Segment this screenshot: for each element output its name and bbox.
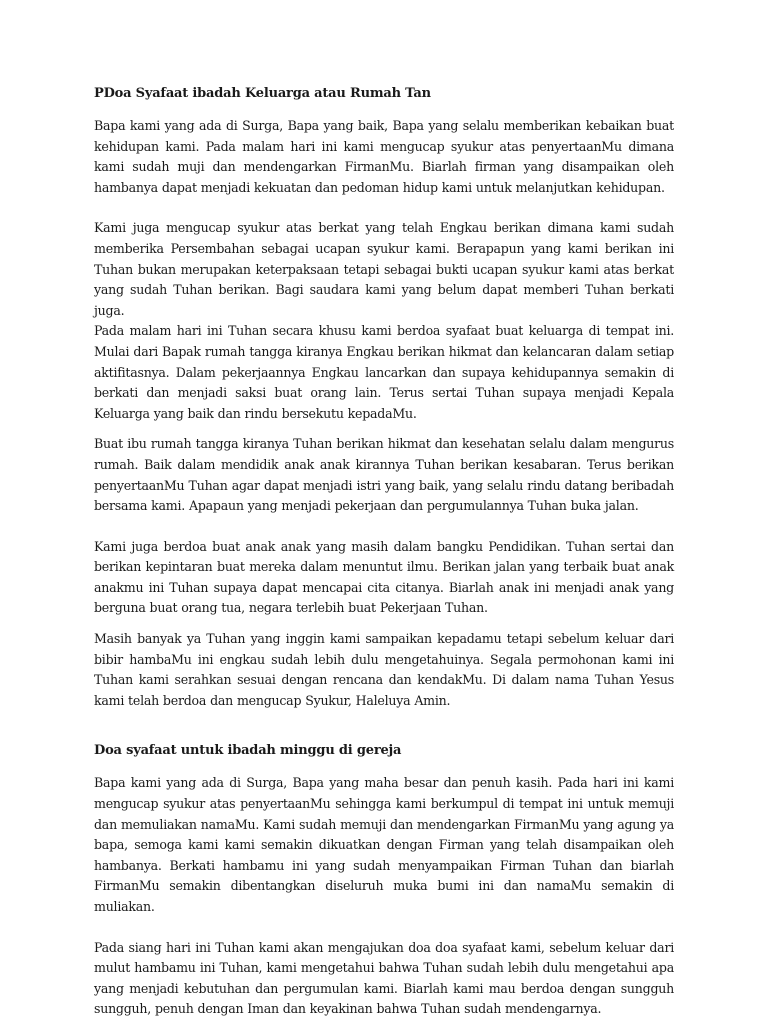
paragraph-offering-thanks: Kami juga mengucap syukur atas berkat yang telah Engkau berikan dimana kami sudah memberika Persembahan sebagai ucapan syukur kami. Berapapun yang kami berikan ini Tuhan bukan merupakan keterpaksaan tetapi sebagai bukti ucapan syukur kami atas berkat yang sudah Tuhan berikan. Bagi saudara kami yang belum dapat memberi Tuhan berkati juga. [94, 220, 674, 318]
paragraph-mother-prayer: Buat ibu rumah tangga kiranya Tuhan berikan hikmat dan kesehatan selalu dalam mengurus rumah. Baik dalam mendidik anak anak kirannya Tuhan berikan kesabaran. Terus berikan penyertaanMu Tuhan agar dapat menjadi istri yang baik, yang selalu rindu datang beribadah bersama kami. Apapaun yang menjadi pekerjaan dan pergumulannya Tuhan buka jalan. [94, 436, 674, 514]
paragraph-church-opening: Bapa kami yang ada di Surga, Bapa yang maha besar dan penuh kasih. Pada hari ini kami mengucap syukur atas penyertaanMu sehingga kami berkumpul di tempat ini untuk memuji dan memuliakan namaMu. Kami sudah memuji dan mendengarkan FirmanMu yang agung ya bapa, semoga kami kami semakin dikuatkan dengan Firman yang telah disampaikan oleh hambanya. Berkati hambamu ini yang sudah menyampaikan Firman Tuhan dan biarlah FirmanMu semakin dibentangkan diseluruh muka bumi ini dan namaMu semakin di muliakan. [94, 775, 674, 914]
section-title-gereja: Doa syafaat untuk ibadah minggu di gereja [94, 743, 402, 759]
paragraph-closing-prayer: Masih banyak ya Tuhan yang inggin kami sampaikan kepadamu tetapi sebelum keluar dari bibir hambaMu ini engkau sudah lebih dulu mengetahuinya. Segala permohonan kami ini Tuhan kami serahkan sesuai dengan rencana dan kendakMu. Di dalam nama Tuhan Yesus kami telah berdoa dan mengucap Syukur, Haleluya Amin. [94, 631, 674, 708]
paragraph-children-prayer: Kami juga berdoa buat anak anak yang masih dalam bangku Pendidikan. Tuhan sertai dan berikan kepintaran buat mereka dalam menuntut ilmu. Berikan jalan yang terbaik buat anak anakmu ini Tuhan supaya dapat mencapai cita citanya. Biarlah anak ini menjadi anak yang berguna buat orang tua, negara terlebih buat Pekerjaan Tuhan. [94, 538, 674, 616]
paragraph-opening-prayer: Bapa kami yang ada di Surga, Bapa yang baik, Bapa yang selalu memberikan kebaikan buat kehidupan kami. Pada malam hari ini kami mengucap syukur atas penyertaanMu dimana kami sudah muji dan mendengarkan FirmanMu. Biarlah firman yang disampaikan oleh hambanya dapat menjadi kekuatan dan pedoman hidup kami untuk melanjutkan kehidupan. [94, 118, 674, 195]
document-page [94, 84, 674, 1020]
paragraph-church-intercession: Pada siang hari ini Tuhan kami akan mengajukan doa doa syafaat kami, sebelum keluar dari mulut hambamu ini Tuhan, kami mengetahui bahwa Tuhan sudah lebih dulu mengetahui apa yang menjadi kebutuhan dan pergumulan kami. Biarlah kami mau berdoa dengan sungguh sungguh, penuh dengan Iman dan keyakinan bahwa Tuhan sudah mendengarnya. [94, 939, 674, 1017]
paragraph-father-prayer: Pada malam hari ini Tuhan secara khusu kami berdoa syafaat buat keluarga di tempat ini. Mulai dari Bapak rumah tangga kiranya Engkau berikan hikmat dan kelancaran dalam setiap aktifitasnya. Dalam pekerjaannya Engkau lancarkan dan supaya kehidupannya semakin di berkati dan menjadi saksi buat orang lain. Terus sertai Tuhan supaya menjadi Kepala Keluarga yang baik dan rindu bersekutu kepadaMu. [94, 323, 674, 421]
section-title-keluarga: PDoa Syafaat ibadah Keluarga atau Rumah Tan [94, 86, 431, 101]
